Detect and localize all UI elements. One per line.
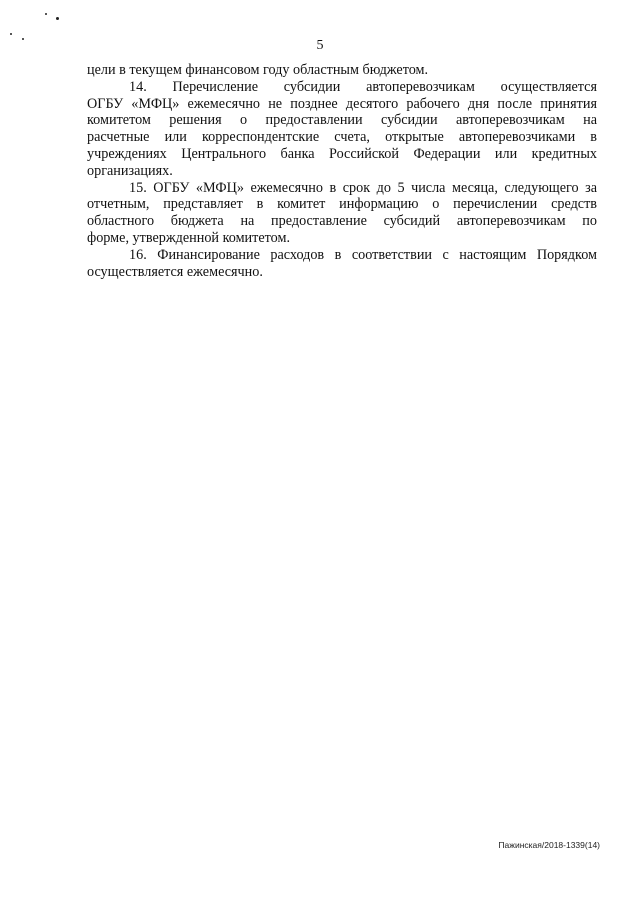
text-line: осуществляется ежемесячно. (87, 263, 263, 280)
text-line: 15. ОГБУ «МФЦ» ежемесячно в срок до 5 числа месяца, следующего за (129, 179, 597, 196)
text-line: расчетные или корреспондентские счета, открытые автоперевозчиками в (87, 129, 597, 146)
text-line: учреждениях Центрального банка Российской Федерации или кредитных (87, 145, 597, 162)
page-number: 5 (316, 38, 324, 53)
paragraph-item-15 (87, 180, 597, 247)
text-line: организациях. (87, 162, 173, 179)
paragraph-item-14 (87, 79, 597, 180)
text-line: 14. Перечисление субсидии автоперевозчикам осуществляется (129, 78, 597, 95)
text-line: отчетным, представляет в комитет информацию о перечислении средств (87, 196, 597, 213)
text-line: форме, утвержденной комитетом. (87, 229, 290, 246)
text-line: цели в текущем финансовом году областным бюджетом. (87, 62, 429, 78)
text-line: 16. Финансирование расходов в соответствии с настоящим Порядком (129, 246, 597, 263)
text-line: комитетом решения о предоставлении субсидии автоперевозчикам на (87, 112, 597, 129)
paragraph-continuation (87, 62, 597, 79)
text-line: ОГБУ «МФЦ» ежемесячно не позднее десятого рабочего дня после принятия (87, 95, 597, 112)
document-body (87, 62, 597, 280)
text-line: областного бюджета на предоставление субсидий автоперевозчикам по (87, 213, 597, 230)
scan-artifact-dot (45, 13, 47, 15)
scan-artifact-dot (56, 17, 59, 20)
scan-artifact-dot (10, 33, 12, 35)
document-footer-code: Пажинская/2018-1339(14) (498, 840, 600, 850)
paragraph-item-16 (87, 247, 597, 281)
